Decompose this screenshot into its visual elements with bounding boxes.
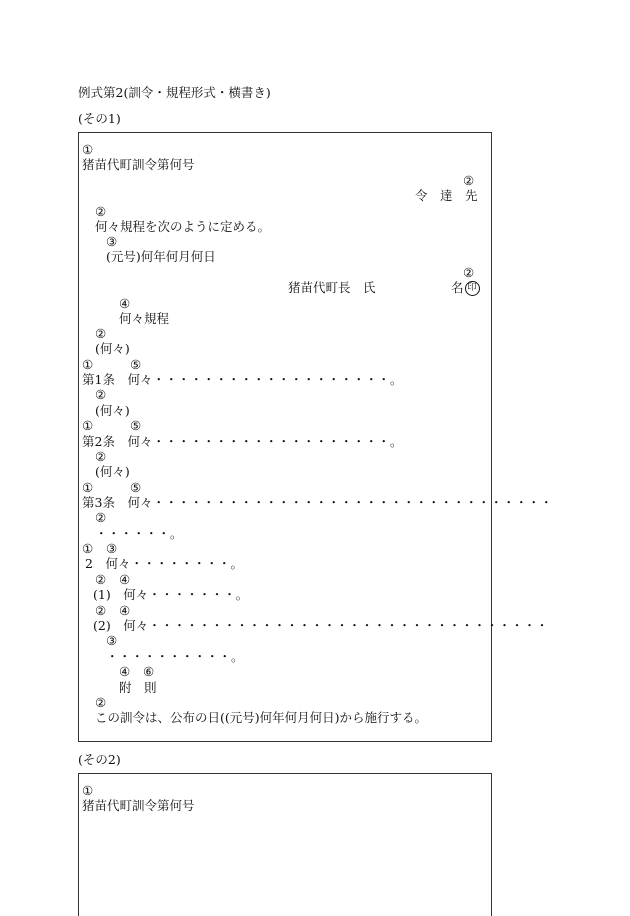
article-2: 第2条 何々・・・・・・・・・・・・・・・・・・・。 bbox=[82, 434, 403, 449]
marker: ④ bbox=[119, 664, 131, 679]
signer-name: 名 印 bbox=[451, 280, 480, 296]
marker: ③ bbox=[106, 541, 118, 556]
marker: ② bbox=[95, 603, 107, 618]
article-3-continued: ・・・・・・。 bbox=[95, 526, 183, 541]
item-2-continued: ・・・・・・・・・・。 bbox=[106, 649, 244, 664]
marker: ⑥ bbox=[143, 664, 155, 679]
marker: ① bbox=[82, 357, 94, 372]
marker: ⑤ bbox=[130, 357, 142, 372]
paragraph-2: 2 何々・・・・・・・・。 bbox=[85, 556, 243, 571]
marker: ③ bbox=[106, 234, 118, 249]
item-1: (1) 何々・・・・・・・。 bbox=[93, 587, 249, 602]
caption: (何々) bbox=[95, 403, 130, 418]
signer: 猪苗代町長 氏 bbox=[288, 280, 376, 295]
marker: ④ bbox=[119, 296, 131, 311]
example-frame-1 bbox=[78, 132, 553, 742]
caption: (何々) bbox=[95, 341, 130, 356]
marker: ② bbox=[95, 387, 107, 402]
marker: ② bbox=[463, 173, 475, 188]
marker: ② bbox=[95, 572, 107, 587]
page-title: 例式第2(訓令・規程形式・横書き) bbox=[78, 85, 271, 100]
marker: ② bbox=[463, 265, 475, 280]
destination: 令 達 先 bbox=[415, 188, 478, 203]
body-text: 何々規程を次のように定める。 bbox=[95, 219, 271, 234]
order-number: 猪苗代町訓令第何号 bbox=[82, 157, 195, 172]
marker: ④ bbox=[119, 572, 131, 587]
marker: ② bbox=[95, 204, 107, 219]
section-label-2: (その2) bbox=[78, 752, 121, 767]
date-line: (元号)何年何月何日 bbox=[106, 249, 216, 264]
example-frame-2 bbox=[78, 773, 492, 916]
marker: ① bbox=[82, 480, 94, 495]
marker: ① bbox=[82, 783, 94, 798]
marker: ① bbox=[82, 142, 94, 157]
marker: ⑤ bbox=[130, 418, 142, 433]
marker: ④ bbox=[119, 603, 131, 618]
seal-mark: 印 bbox=[465, 281, 480, 296]
marker: ⑤ bbox=[130, 480, 142, 495]
marker: ① bbox=[82, 541, 94, 556]
section-label-1: (その1) bbox=[78, 111, 121, 126]
caption: (何々) bbox=[95, 464, 130, 479]
effective-clause: この訓令は、公布の日((元号)何年何月何日)から施行する。 bbox=[95, 710, 428, 725]
item-2: (2) 何々・・・・・・・・・・・・・・・・・・・・・・・・・・・・・・・・ bbox=[93, 618, 549, 633]
marker: ② bbox=[95, 326, 107, 341]
marker: ③ bbox=[106, 633, 118, 648]
article-3: 第3条 何々・・・・・・・・・・・・・・・・・・・・・・・・・・・・・・・・ bbox=[82, 495, 553, 510]
rule-title: 何々規程 bbox=[119, 311, 170, 326]
marker: ① bbox=[82, 418, 94, 433]
article-1: 第1条 何々・・・・・・・・・・・・・・・・・・・。 bbox=[82, 372, 403, 387]
marker: ② bbox=[95, 510, 107, 525]
supplementary-provisions: 附 則 bbox=[119, 680, 157, 695]
marker: ② bbox=[95, 695, 107, 710]
order-number: 猪苗代町訓令第何号 bbox=[82, 798, 195, 813]
marker: ② bbox=[95, 449, 107, 464]
